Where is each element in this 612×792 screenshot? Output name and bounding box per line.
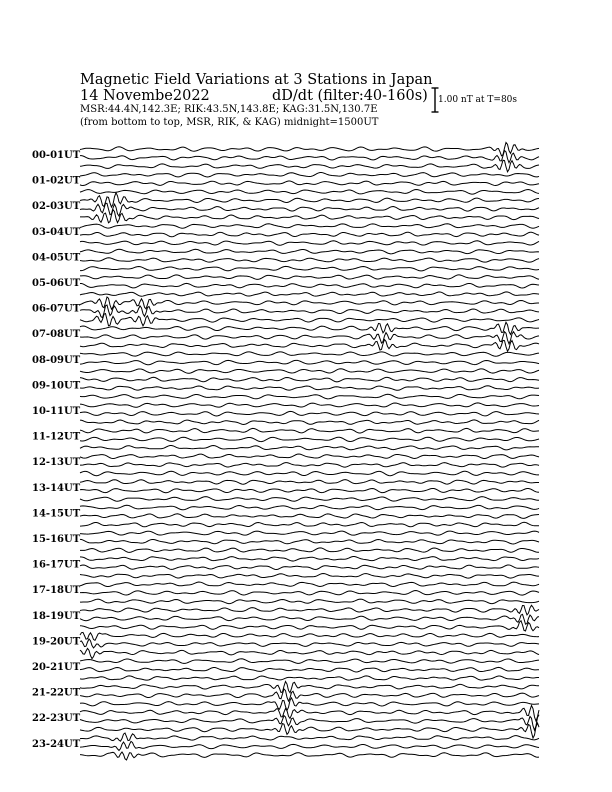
- series-line-rik: [80, 360, 539, 364]
- series-line-rik: [80, 332, 539, 344]
- series-line-msr: [80, 497, 539, 502]
- series-line-msr: [80, 266, 539, 270]
- series-line-rik: [80, 258, 539, 262]
- series-line-kag: [80, 352, 539, 356]
- chart-metric: dD/dt (filter:40-160s): [272, 88, 428, 104]
- series-line-msr: [80, 573, 539, 578]
- series-line-kag: [80, 143, 539, 156]
- series-line-kag: [80, 224, 539, 228]
- series-line-msr: [80, 522, 539, 527]
- series-line-kag: [80, 403, 539, 407]
- series-line-rik: [80, 463, 539, 468]
- series-line-rik: [80, 181, 539, 185]
- series-line-msr: [80, 548, 539, 553]
- series-line-rik: [80, 614, 539, 624]
- series-line-msr: [80, 599, 539, 604]
- series-line-kag: [80, 480, 539, 485]
- hour-label: 08-09UT: [32, 354, 81, 366]
- hour-label: 15-16UT: [32, 534, 81, 545]
- chart-title: Magnetic Field Variations at 3 Stations in Japan: [80, 72, 433, 88]
- series-line-rik: [80, 539, 539, 544]
- series-line-kag: [80, 249, 539, 254]
- series-line-rik: [80, 411, 539, 416]
- series-line-rik: [80, 591, 539, 596]
- series-line-msr: [80, 394, 539, 399]
- series-line-kag: [80, 377, 539, 382]
- series-line-kag: [80, 605, 539, 615]
- hour-label: 13-14UT: [32, 482, 81, 494]
- series-line-rik: [80, 639, 539, 648]
- series-line-msr: [80, 190, 539, 195]
- series-line-kag: [80, 173, 539, 177]
- hour-label: 14-15UT: [32, 508, 81, 520]
- hour-label: 00-01UT: [32, 150, 81, 161]
- series-line-msr: [80, 340, 539, 352]
- series-line-msr: [80, 621, 539, 631]
- series-line-kag: [80, 428, 539, 433]
- series-line-kag: [80, 733, 539, 741]
- hour-label: 17-18UT: [32, 585, 81, 597]
- hour-label: 05-06UT: [32, 278, 81, 289]
- series-line-kag: [80, 632, 539, 640]
- series-line-rik: [80, 741, 539, 750]
- series-line-kag: [80, 582, 539, 586]
- series-line-rik: [80, 283, 539, 288]
- hour-label: 04-05UT: [32, 252, 81, 264]
- series-line-rik: [80, 689, 539, 701]
- series-line-kag: [80, 322, 539, 334]
- hour-label: 02-03UT: [32, 201, 81, 213]
- hour-label: 11-12UT: [32, 431, 81, 443]
- hour-label: 12-13UT: [32, 457, 81, 469]
- series-line-kag: [80, 275, 539, 279]
- series-line-msr: [80, 210, 539, 223]
- series-line-rik: [80, 667, 539, 672]
- series-line-kag: [80, 682, 539, 693]
- series-line-msr: [80, 314, 539, 326]
- hour-label: 21-22UT: [32, 687, 81, 699]
- series-line-rik: [80, 386, 539, 391]
- hour-label: 19-20UT: [32, 636, 81, 648]
- hour-label: 09-10UT: [32, 380, 81, 392]
- chart-date: 14 Novembe2022: [80, 88, 210, 104]
- series-line-kag: [80, 193, 539, 207]
- series-line-msr: [80, 752, 539, 760]
- series-line-msr: [80, 241, 539, 245]
- series-line-msr: [80, 160, 539, 172]
- hour-label: 22-23UT: [32, 713, 81, 725]
- hour-label: 16-17UT: [32, 559, 81, 571]
- series-line-rik: [80, 151, 539, 163]
- hour-label: 01-02UT: [32, 175, 81, 187]
- series-line-kag: [80, 454, 539, 458]
- series-line-rik: [80, 565, 539, 570]
- series-line-msr: [80, 698, 539, 711]
- series-line-kag: [80, 659, 539, 664]
- series-line-msr: [80, 420, 539, 425]
- series-line-msr: [80, 369, 539, 373]
- hour-label: 23-24UT: [32, 738, 81, 750]
- series-line-msr: [80, 676, 539, 680]
- station-coordinates: MSR:44.4N,142.3E; RIK:43.5N,143.8E; KAG:31.5N,130.7E: [80, 104, 378, 115]
- hour-label: 18-19UT: [32, 610, 81, 622]
- series-line-rik: [80, 232, 539, 237]
- series-line-rik: [80, 305, 539, 318]
- series-line-msr: [80, 445, 539, 449]
- series-line-rik: [80, 715, 539, 731]
- series-line-msr: [80, 292, 539, 296]
- hour-label: 07-08UT: [32, 329, 81, 341]
- station-order-note: (from bottom to top, MSR, RIK, & KAG) midnight=1500UT: [80, 117, 379, 128]
- hour-label: 20-21UT: [32, 662, 81, 673]
- hour-label: 03-04UT: [32, 226, 81, 238]
- series-line-rik: [80, 437, 539, 441]
- series-line-rik: [80, 488, 539, 492]
- series-line-msr: [80, 648, 539, 658]
- series-line-rik: [80, 203, 539, 216]
- series-line-kag: [80, 505, 539, 510]
- series-line-rik: [80, 514, 539, 519]
- series-line-kag: [80, 557, 539, 562]
- series-line-msr: [80, 471, 539, 475]
- scale-label: 1.00 nT at T=80s: [438, 95, 518, 105]
- hour-label: 06-07UT: [32, 303, 81, 315]
- hour-label: 10-11UT: [32, 406, 81, 417]
- series-line-msr: [80, 723, 539, 738]
- series-line-kag: [80, 531, 539, 535]
